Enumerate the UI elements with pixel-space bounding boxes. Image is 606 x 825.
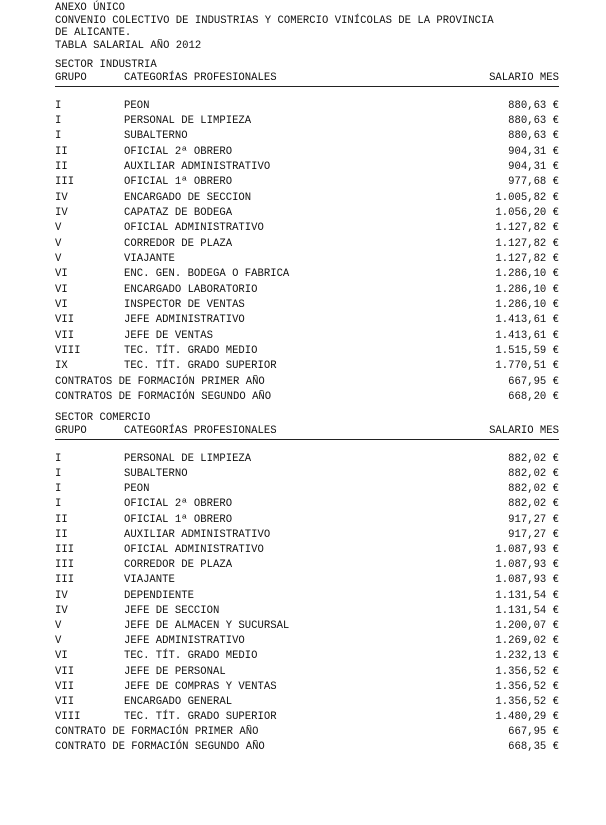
grupo-cell: IV (55, 206, 68, 219)
grupo-cell: IV (55, 589, 68, 602)
grupo-cell: VI (55, 268, 68, 281)
table-row (55, 359, 559, 374)
table-row (55, 619, 559, 634)
document-header (55, 2, 559, 52)
grupo-cell: III (55, 574, 75, 587)
table-row (55, 573, 559, 588)
table-row (55, 543, 559, 558)
salario-cell: 882,02 € (508, 498, 559, 511)
salario-cell: 1.286,10 € (495, 268, 559, 281)
table-row (55, 604, 559, 619)
table-row (55, 145, 559, 160)
table-row (55, 497, 559, 512)
salario-cell: 1.269,02 € (495, 635, 559, 648)
grupo-cell: I (55, 130, 62, 143)
table-row (55, 175, 559, 190)
table-row (55, 237, 559, 252)
categoria-cell: JEFE DE VENTAS (124, 329, 214, 342)
table-row (55, 99, 559, 114)
categoria-cell: PERSONAL DE LIMPIEZA (124, 114, 252, 127)
salario-cell: 1.286,10 € (495, 298, 559, 311)
categoria-cell: OFICIAL ADMINISTRATIVO (124, 222, 264, 235)
categoria-cell: JEFE DE SECCION (124, 604, 220, 617)
categoria-cell: JEFE DE ALMACEN Y SUCURSAL (124, 619, 290, 632)
categoria-cell: OFICIAL 1ª OBRERO (124, 176, 233, 189)
grupo-cell: VIII (55, 345, 81, 357)
table-row (55, 482, 559, 497)
salario-cell: 1.005,82 € (495, 191, 559, 204)
salario-cell: 668,20 € (508, 391, 559, 404)
grupo-cell: V (55, 635, 62, 648)
training-contract-row (55, 375, 559, 390)
categoria-cell: VIAJANTE (124, 252, 175, 265)
table-row (55, 634, 559, 649)
salario-cell: 1.131,54 € (495, 604, 559, 617)
categoria-cell: TEC. TÍT. GRADO SUPERIOR (124, 360, 277, 373)
table-row (55, 114, 559, 129)
salario-cell: 977,68 € (508, 176, 559, 189)
salario-cell: 917,27 € (508, 528, 559, 541)
salario-cell: 1.232,13 € (495, 650, 559, 663)
grupo-cell: I (55, 99, 62, 112)
categoria-cell: PERSONAL DE LIMPIEZA (124, 452, 252, 465)
salario-cell: 668,35 € (508, 741, 559, 754)
salario-cell: 1.356,52 € (495, 695, 559, 708)
salario-cell: 667,95 € (508, 726, 559, 739)
grupo-cell: I (55, 468, 62, 481)
column-header-grupo: GRUPO (55, 71, 87, 84)
salario-cell: 1.413,61 € (495, 329, 559, 342)
table-row (55, 452, 559, 467)
categoria-cell: PEON (124, 483, 150, 496)
salario-cell: 1.131,54 € (495, 589, 559, 602)
grupo-cell: VI (55, 650, 68, 663)
grupo-cell: VII (55, 665, 75, 678)
grupo-cell: IV (55, 604, 68, 617)
grupo-cell: IX (55, 360, 68, 373)
categoria-cell: INSPECTOR DE VENTAS (124, 298, 245, 311)
table-row (55, 589, 559, 604)
grupo-cell: VI (55, 283, 68, 296)
categoria-cell: CORREDOR DE PLAZA (124, 559, 233, 572)
grupo-cell: V (55, 252, 62, 265)
grupo-cell: I (55, 452, 62, 465)
salario-cell: 667,95 € (508, 375, 559, 388)
categoria-cell: SUBALTERNO (124, 130, 188, 143)
salario-cell: 917,27 € (508, 513, 559, 526)
table-row (55, 467, 559, 482)
grupo-cell: I (55, 498, 62, 511)
table-row (55, 283, 559, 298)
salario-cell: 882,02 € (508, 452, 559, 465)
categoria-cell: JEFE ADMINISTRATIVO (124, 314, 245, 327)
grupo-cell: VII (55, 695, 75, 708)
table-row (55, 665, 559, 680)
annex-title: ANEXO ÚNICO (55, 2, 125, 14)
categoria-cell: OFICIAL ADMINISTRATIVO (124, 544, 264, 556)
training-contract-row (55, 390, 559, 405)
grupo-cell: VII (55, 329, 75, 342)
table-row (55, 558, 559, 573)
table-row (55, 206, 559, 221)
grupo-cell: VIII (55, 711, 81, 724)
table-row (55, 129, 559, 144)
salario-cell: 1.413,61 € (495, 314, 559, 327)
categoria-cell: TEC. TÍT. GRADO MEDIO (124, 650, 258, 663)
salary-rows (55, 99, 559, 406)
categoria-cell: OFICIAL 2ª OBRERO (124, 145, 233, 158)
table-row (55, 344, 559, 359)
table-header (55, 425, 559, 440)
categoria-cell: AUXILIAR ADMINISTRATIVO (124, 160, 271, 173)
table-row (55, 329, 559, 344)
salario-cell: 880,63 € (508, 114, 559, 127)
categoria-cell: OFICIAL 2ª OBRERO (124, 498, 233, 511)
grupo-cell: II (55, 528, 68, 541)
grupo-cell: V (55, 619, 62, 632)
column-header-grupo: GRUPO (55, 424, 87, 437)
categoria-cell: ENC. GEN. BODEGA O FABRICA (124, 268, 290, 281)
categoria-cell: JEFE ADMINISTRATIVO (124, 635, 245, 648)
salario-cell: 1.356,52 € (495, 680, 559, 693)
grupo-cell: III (55, 559, 75, 572)
grupo-cell: I (55, 483, 62, 496)
salario-cell: 1.356,52 € (495, 665, 559, 678)
table-row (55, 267, 559, 282)
document (55, 2, 559, 756)
training-contract-row (55, 725, 559, 740)
salario-cell: 1.087,93 € (495, 559, 559, 572)
contract-label: CONTRATO DE FORMACIÓN PRIMER AÑO (55, 726, 259, 739)
column-header-salario: SALARIO MES (489, 71, 559, 84)
table-row (55, 528, 559, 543)
sector-comercio (55, 412, 559, 755)
salario-cell: 880,63 € (508, 130, 559, 143)
salario-cell: 1.286,10 € (495, 283, 559, 296)
categoria-cell: SUBALTERNO (124, 468, 188, 481)
salario-cell: 904,31 € (508, 145, 559, 158)
grupo-cell: III (55, 544, 75, 556)
sector-title: SECTOR COMERCIO (55, 412, 151, 425)
salario-cell: 1.200,07 € (495, 619, 559, 632)
table-row (55, 695, 559, 710)
column-header-categoria: CATEGORÍAS PROFESIONALES (124, 71, 277, 84)
salario-cell: 1.127,82 € (495, 237, 559, 250)
grupo-cell: IV (55, 191, 68, 204)
salario-cell: 1.127,82 € (495, 252, 559, 265)
categoria-cell: ENCARGADO LABORATORIO (124, 283, 258, 296)
table-row (55, 710, 559, 725)
salario-cell: 882,02 € (508, 468, 559, 481)
categoria-cell: DEPENDIENTE (124, 589, 194, 602)
categoria-cell: TEC. TÍT. GRADO SUPERIOR (124, 711, 277, 724)
categoria-cell: CAPATAZ DE BODEGA (124, 206, 233, 219)
grupo-cell: II (55, 160, 68, 173)
grupo-cell: III (55, 176, 75, 189)
agreement-title-line-1: CONVENIO COLECTIVO DE INDUSTRIAS Y COMERCIO VINÍCOLAS DE LA PROVINCIA (55, 14, 494, 27)
grupo-cell: VI (55, 298, 68, 311)
grupo-cell: V (55, 222, 62, 235)
salario-cell: 1.480,29 € (495, 711, 559, 724)
categoria-cell: JEFE DE COMPRAS Y VENTAS (124, 680, 277, 693)
table-row (55, 649, 559, 664)
table-row (55, 160, 559, 175)
contract-label: CONTRATO DE FORMACIÓN SEGUNDO AÑO (55, 741, 265, 754)
categoria-cell: TEC. TÍT. GRADO MEDIO (124, 345, 258, 357)
salary-table-year: TABLA SALARIAL AÑO 2012 (55, 39, 202, 52)
salario-cell: 1.770,51 € (495, 360, 559, 373)
categoria-cell: CORREDOR DE PLAZA (124, 237, 233, 250)
table-row (55, 313, 559, 328)
categoria-cell: OFICIAL 1ª OBRERO (124, 513, 233, 526)
grupo-cell: V (55, 237, 62, 250)
agreement-title-line-2: DE ALICANTE. (55, 27, 132, 39)
training-contract-row (55, 740, 559, 755)
salario-cell: 904,31 € (508, 160, 559, 173)
column-header-salario: SALARIO MES (489, 424, 559, 437)
salary-rows (55, 452, 559, 756)
contract-label: CONTRATOS DE FORMACIÓN PRIMER AÑO (55, 375, 265, 388)
grupo-cell: II (55, 145, 68, 158)
table-header (55, 72, 559, 87)
salario-cell: 1.515,59 € (495, 345, 559, 357)
sector-industria (55, 59, 559, 405)
table-row (55, 513, 559, 528)
categoria-cell: AUXILIAR ADMINISTRATIVO (124, 528, 271, 541)
column-header-categoria: CATEGORÍAS PROFESIONALES (124, 424, 277, 437)
table-row (55, 221, 559, 236)
salario-cell: 1.127,82 € (495, 222, 559, 235)
categoria-cell: JEFE DE PERSONAL (124, 665, 226, 678)
table-row (55, 680, 559, 695)
salario-cell: 882,02 € (508, 483, 559, 496)
table-row (55, 191, 559, 206)
table-row (55, 252, 559, 267)
salario-cell: 1.056,20 € (495, 206, 559, 219)
grupo-cell: VII (55, 680, 75, 693)
salario-cell: 1.087,93 € (495, 544, 559, 556)
table-row (55, 298, 559, 313)
sector-title: SECTOR INDUSTRIA (55, 59, 157, 71)
categoria-cell: ENCARGADO DE SECCION (124, 191, 252, 204)
grupo-cell: I (55, 114, 62, 127)
categoria-cell: PEON (124, 99, 150, 112)
grupo-cell: II (55, 513, 68, 526)
salario-cell: 1.087,93 € (495, 574, 559, 587)
grupo-cell: VII (55, 314, 75, 327)
categoria-cell: VIAJANTE (124, 574, 175, 587)
salario-cell: 880,63 € (508, 99, 559, 112)
contract-label: CONTRATOS DE FORMACIÓN SEGUNDO AÑO (55, 391, 272, 404)
categoria-cell: ENCARGADO GENERAL (124, 695, 233, 708)
